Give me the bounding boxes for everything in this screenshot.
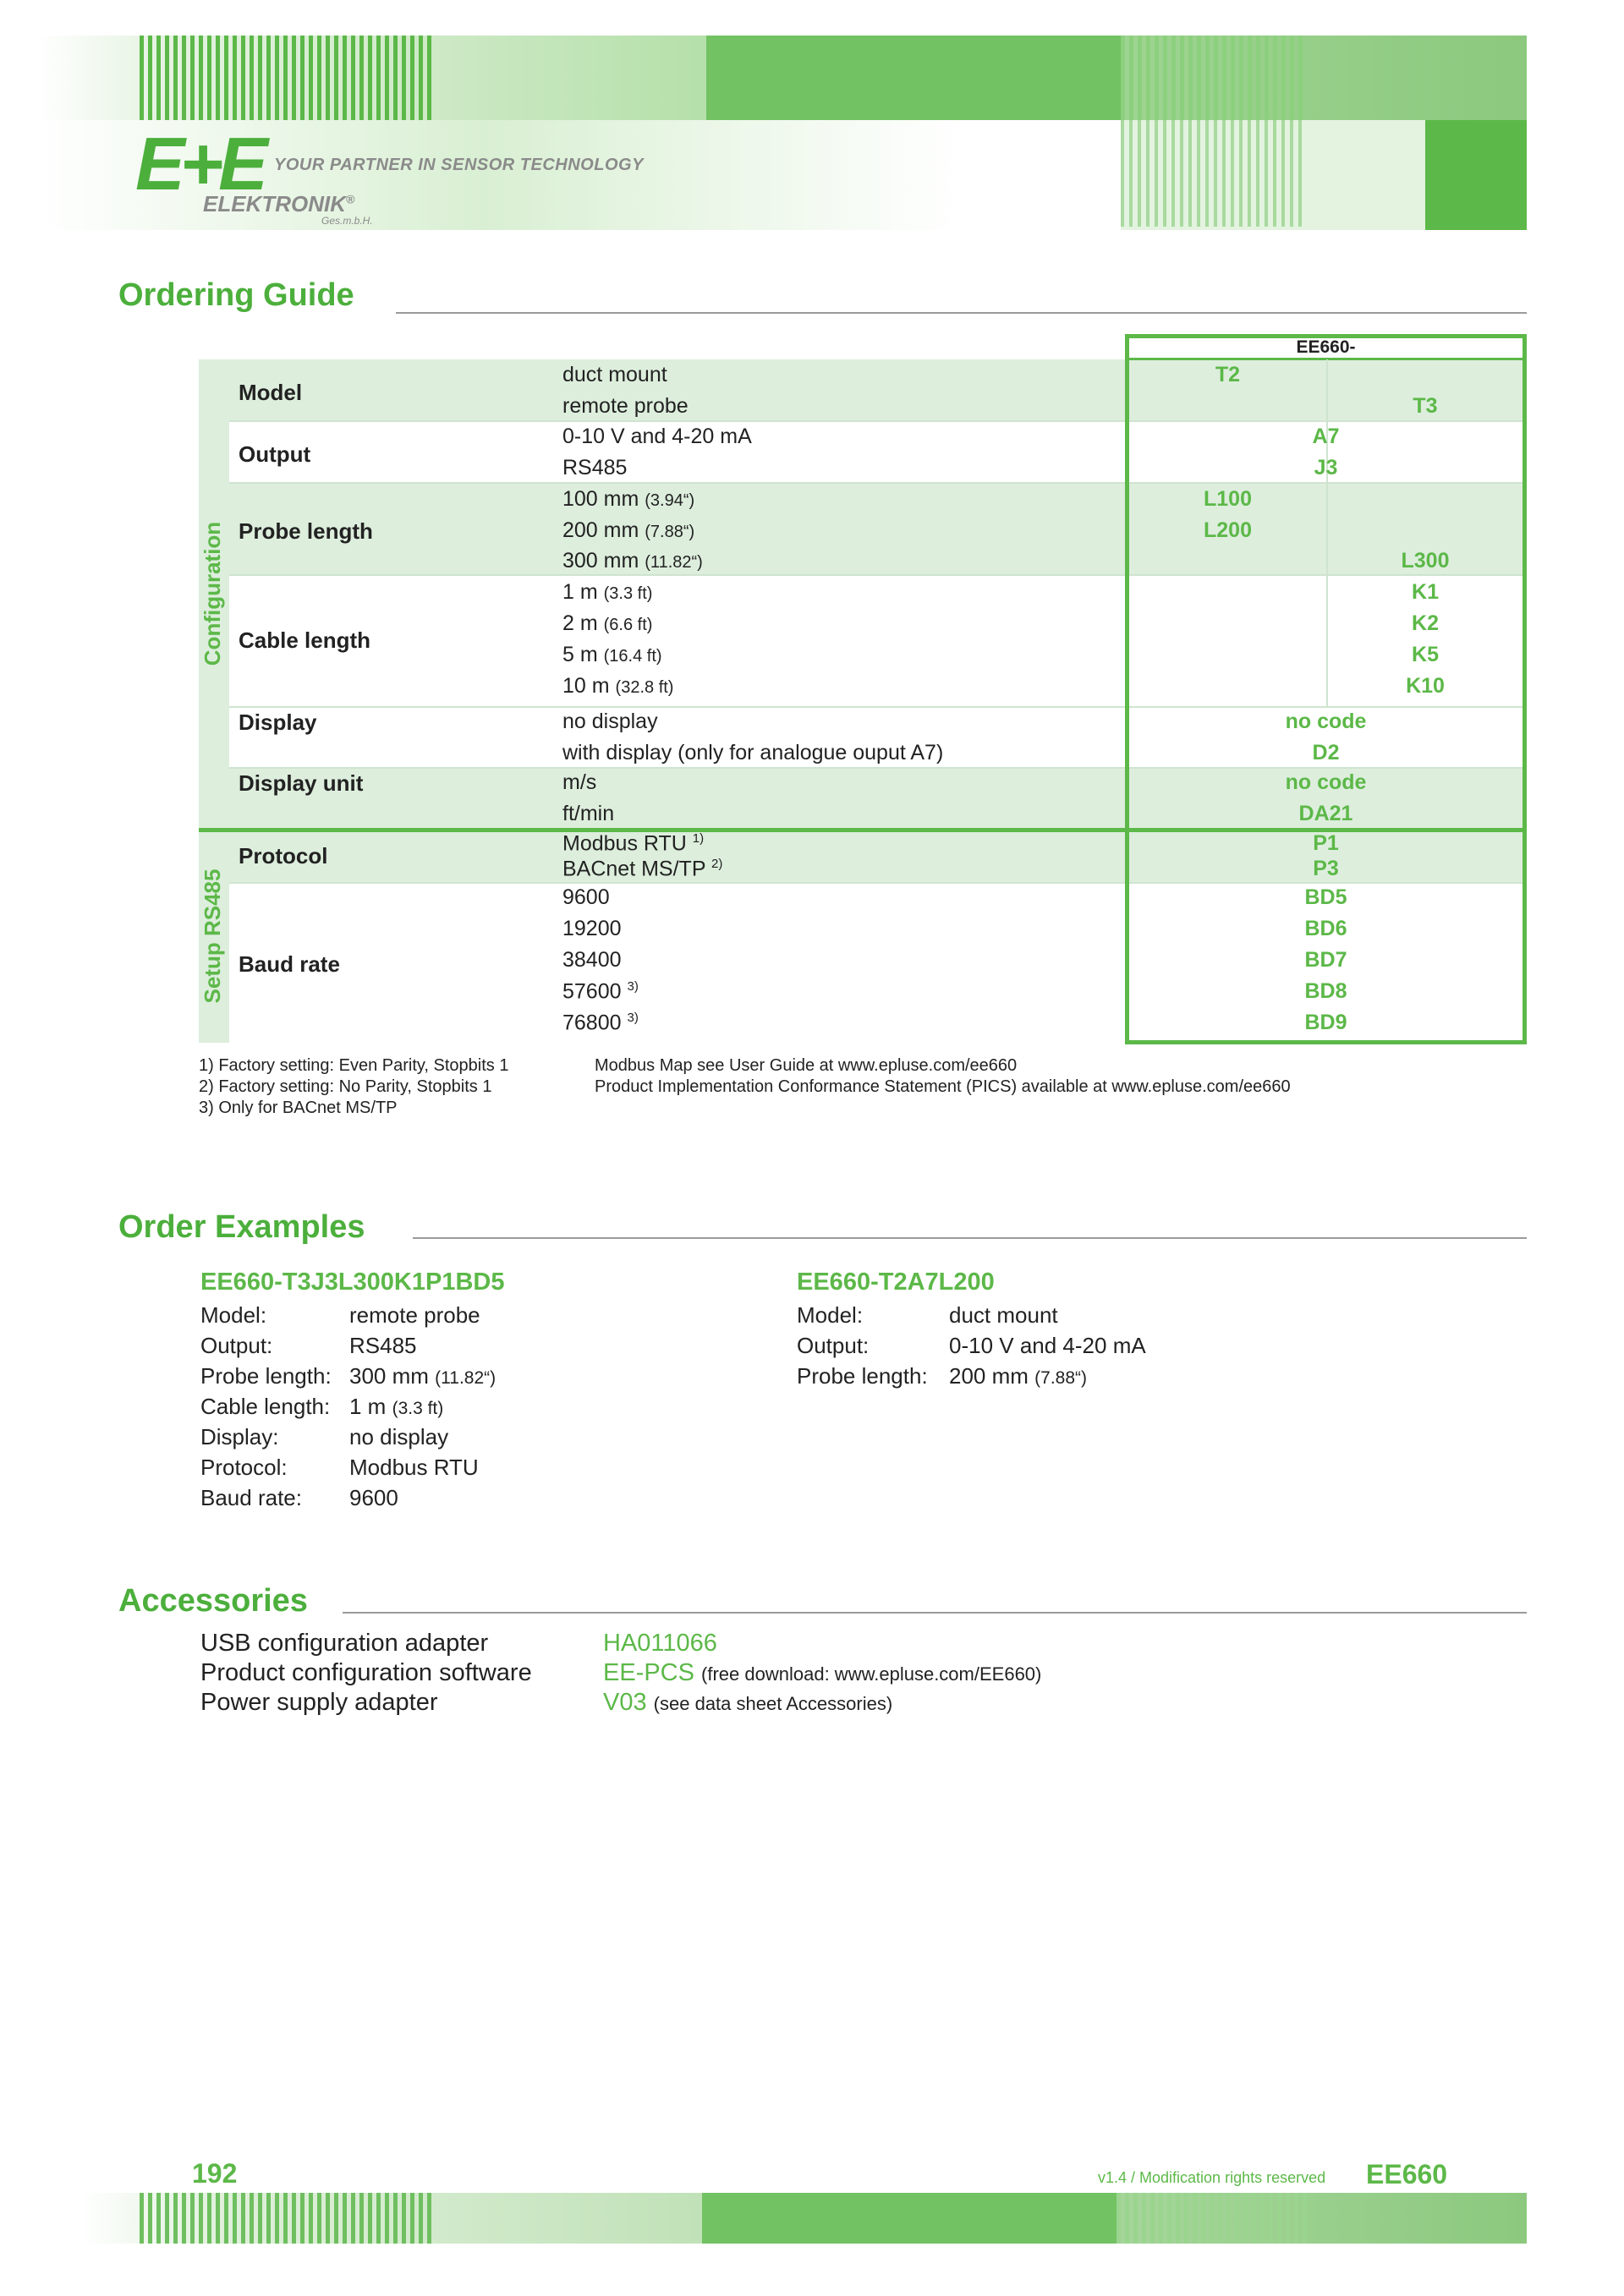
ex2-value: 0-10 V and 4-20 mA xyxy=(949,1333,1146,1358)
banner-stripe xyxy=(1248,120,1251,227)
opt-display-1: with display (only for analogue ouput A7) xyxy=(562,741,944,764)
banner-stripe xyxy=(1155,36,1159,120)
banner-stripe xyxy=(1180,36,1184,120)
code-probe-1: L200 xyxy=(1204,518,1252,542)
ex1-key: Cable length: xyxy=(200,1394,331,1419)
ex2-key: Output: xyxy=(797,1333,870,1358)
ex1-value: RS485 xyxy=(349,1333,417,1358)
opt-probe-0: 100 mm (3.94“) xyxy=(562,487,695,511)
banner-stripe xyxy=(292,36,296,120)
ex1-value: 300 mm (11.82“) xyxy=(349,1363,497,1389)
banner-stripe xyxy=(309,36,313,120)
opt-display-unit-1: ft/min xyxy=(562,802,615,825)
banner-stripe xyxy=(199,36,203,120)
opt-cable-1: 2 m (6.6 ft) xyxy=(562,611,653,635)
banner-stripe xyxy=(283,36,288,120)
ex1-value: Modbus RTU xyxy=(349,1455,479,1480)
banner-stripe xyxy=(419,2193,423,2244)
banner-stripe xyxy=(173,2193,178,2244)
label-cable-length: Cable length xyxy=(239,627,371,653)
banner-stripe xyxy=(165,2193,169,2244)
code-cable-0: K1 xyxy=(1412,580,1439,604)
banner-stripe xyxy=(1231,120,1234,227)
banner-stripe xyxy=(207,2193,211,2244)
banner-stripe xyxy=(258,2193,262,2244)
ex1-value: 9600 xyxy=(349,1485,398,1510)
footnote-2: 2) Factory setting: No Parity, Stopbits 1 xyxy=(199,1077,492,1096)
banner-stripe xyxy=(402,2193,406,2244)
opt-protocol-1: BACnet MS/TP $^{2)}$ xyxy=(562,857,723,881)
opt-display-0: no display xyxy=(562,710,658,733)
banner-stripe xyxy=(207,36,211,120)
accessory-code: EE-PCS (free download: www.epluse.com/EE660) xyxy=(603,1659,1042,1686)
banner-stripe xyxy=(402,36,406,120)
banner-stripe xyxy=(148,36,152,120)
banner-stripe xyxy=(393,36,398,120)
banner-stripe xyxy=(190,2193,195,2244)
section-rule xyxy=(343,1612,1527,1614)
code-probe-2: L300 xyxy=(1401,549,1450,573)
banner-stripe xyxy=(1121,120,1124,227)
code-model-1: T3 xyxy=(1413,394,1438,418)
ex1-value: no display xyxy=(349,1424,449,1449)
banner-stripe xyxy=(1184,2193,1188,2244)
banner-stripe xyxy=(233,36,237,120)
label-baud-rate: Baud rate xyxy=(239,951,340,977)
note-modbus-map: Modbus Map see User Guide at www.epluse.com/ee660 xyxy=(595,1056,1018,1075)
banner-stripe xyxy=(1214,36,1218,120)
label-protocol: Protocol xyxy=(239,843,328,869)
ex1-key: Baud rate: xyxy=(200,1485,302,1510)
accessory-code: V03 (see data sheet Accessories) xyxy=(603,1689,893,1716)
code-baud-1: BD6 xyxy=(1304,917,1347,940)
banner-stripe xyxy=(275,2193,279,2244)
banner-stripe xyxy=(241,2193,245,2244)
banner-stripe xyxy=(1256,36,1260,120)
opt-baud-1: 19200 xyxy=(562,917,622,940)
banner-stripe xyxy=(326,2193,330,2244)
code-output-1: J3 xyxy=(1314,456,1338,479)
version-note: v1.4 / Modification rights reserved xyxy=(1098,2169,1326,2186)
banner-stripe xyxy=(410,2193,414,2244)
banner-stripe xyxy=(1303,2193,1307,2244)
example-1-code: EE660-T3J3L300K1P1BD5 xyxy=(200,1269,505,1296)
banner-stripe xyxy=(376,36,381,120)
code-probe-0: L100 xyxy=(1204,487,1252,511)
banner-stripe xyxy=(182,2193,186,2244)
banner-stripe xyxy=(385,36,389,120)
banner-stripe xyxy=(1222,120,1226,227)
banner-stripe xyxy=(385,2193,389,2244)
opt-baud-3: 57600 $^{3)}$ xyxy=(562,979,639,1004)
code-output-0: A7 xyxy=(1312,425,1340,448)
banner-stripe xyxy=(351,2193,355,2244)
banner-stripe xyxy=(182,36,186,120)
banner-stripe xyxy=(351,36,355,120)
banner-stripe xyxy=(156,36,161,120)
code-model-0: T2 xyxy=(1215,363,1241,386)
ex1-value: remote probe xyxy=(349,1302,480,1328)
banner-stripe xyxy=(1273,120,1276,227)
banner-stripe xyxy=(343,2193,347,2244)
code-display-1: D2 xyxy=(1312,741,1340,764)
banner-stripe xyxy=(1138,120,1141,227)
banner-stripe xyxy=(1281,36,1286,120)
banner-stripe xyxy=(368,2193,372,2244)
banner-stripe xyxy=(258,36,262,120)
product-name: EE660 xyxy=(1366,2159,1448,2189)
banner-stripe xyxy=(224,2193,228,2244)
banner-stripe xyxy=(1298,120,1302,227)
code-protocol-0: P1 xyxy=(1313,831,1339,855)
banner-stripe xyxy=(1252,2193,1256,2244)
order-examples-title: Order Examples xyxy=(118,1209,365,1245)
banner-stripe xyxy=(317,36,321,120)
banner-stripe xyxy=(1180,120,1183,227)
code-baud-3: BD8 xyxy=(1304,979,1347,1003)
ex1-key: Protocol: xyxy=(200,1455,288,1480)
accessory-code: HA011066 xyxy=(603,1630,717,1657)
banner-stripe xyxy=(1197,120,1200,227)
banner-stripe xyxy=(1138,36,1142,120)
code-display-unit-1: DA21 xyxy=(1298,802,1353,825)
banner-stripe xyxy=(216,2193,220,2244)
accessory-name: Product configuration software xyxy=(200,1659,532,1686)
group-setup: Setup RS485 xyxy=(200,869,225,1004)
banner-stripe xyxy=(1290,36,1294,120)
banner-stripe xyxy=(309,2193,313,2244)
banner-stripe xyxy=(1269,2193,1273,2244)
page-number: 192 xyxy=(192,2158,238,2189)
banner-stripe xyxy=(1205,36,1210,120)
opt-model-0: duct mount xyxy=(562,363,667,386)
footer-banner xyxy=(80,2193,1527,2244)
banner-stripe xyxy=(1121,36,1125,120)
banner-stripe xyxy=(1188,36,1193,120)
banner-stripe xyxy=(368,36,372,120)
banner-stripe xyxy=(1193,2193,1197,2244)
banner-stripe xyxy=(1239,36,1243,120)
product-code-header: EE660- xyxy=(1296,337,1356,357)
label-output: Output xyxy=(239,441,311,467)
opt-probe-1: 200 mm (7.88“) xyxy=(562,518,695,542)
banner-stripe xyxy=(359,2193,364,2244)
ordering-table xyxy=(199,334,1527,1044)
banner-stripe xyxy=(1129,36,1133,120)
ex2-key: Model: xyxy=(797,1302,864,1328)
opt-model-1: remote probe xyxy=(562,394,689,418)
banner-stripe xyxy=(427,2193,431,2244)
banner-stripe xyxy=(165,36,169,120)
opt-protocol-0: Modbus RTU $^{1)}$ xyxy=(562,831,705,856)
code-display-0: no code xyxy=(1285,710,1367,733)
label-probe-length: Probe length xyxy=(239,518,373,544)
banner-stripe xyxy=(1226,2193,1231,2244)
group-configuration: Configuration xyxy=(200,521,225,666)
footnote-1: 1) Factory setting: Even Parity, Stopbits 1 xyxy=(199,1056,509,1075)
banner-stripe xyxy=(1188,120,1192,227)
opt-probe-2: 300 mm (11.82“) xyxy=(562,549,703,573)
banner-stripe xyxy=(1286,2193,1290,2244)
banner-stripe xyxy=(376,2193,381,2244)
banner-stripe xyxy=(266,36,271,120)
opt-baud-0: 9600 xyxy=(562,885,610,909)
code-cable-3: K10 xyxy=(1406,674,1445,698)
ex1-key: Probe length: xyxy=(200,1363,332,1389)
ex2-key: Probe length: xyxy=(797,1363,928,1389)
label-display: Display xyxy=(239,710,317,735)
banner-stripe xyxy=(233,2193,237,2244)
code-cable-2: K5 xyxy=(1412,643,1439,666)
banner-stripe xyxy=(241,36,245,120)
banner-stripe xyxy=(1129,120,1133,227)
banner-stripe xyxy=(1146,36,1150,120)
banner-stripe xyxy=(1210,2193,1214,2244)
banner-stripe xyxy=(1171,36,1176,120)
opt-output-0: 0-10 V and 4-20 mA xyxy=(562,425,752,448)
banner-stripe xyxy=(1176,2193,1180,2244)
banner-stripe xyxy=(216,36,220,120)
banner-stripe xyxy=(250,2193,254,2244)
example-2-code: EE660-T2A7L200 xyxy=(797,1269,995,1296)
ex1-value: 1 m (3.3 ft) xyxy=(349,1394,444,1419)
banner-stripe xyxy=(334,2193,338,2244)
code-display-unit-0: no code xyxy=(1285,770,1367,794)
banner-stripe xyxy=(275,36,279,120)
banner-stripe xyxy=(1201,2193,1205,2244)
opt-baud-4: 76800 $^{3)}$ xyxy=(562,1011,639,1035)
banner-stripe xyxy=(1298,36,1303,120)
code-baud-4: BD9 xyxy=(1304,1011,1347,1034)
ordering-guide-title: Ordering Guide xyxy=(118,277,354,313)
note-pics: Product Implementation Conformance Statement (PICS) available at www.epluse.com/ee660 xyxy=(595,1077,1291,1096)
label-model: Model xyxy=(239,380,303,405)
banner-stripe xyxy=(224,36,228,120)
banner-stripe xyxy=(1239,120,1243,227)
code-baud-2: BD7 xyxy=(1304,948,1347,972)
section-rule xyxy=(413,1237,1527,1239)
banner-stripe xyxy=(1294,2193,1298,2244)
banner-stripe xyxy=(190,36,195,120)
banner-stripe xyxy=(300,2193,304,2244)
banner-stripe xyxy=(359,36,364,120)
banner-stripe xyxy=(199,2193,203,2244)
opt-cable-3: 10 m (32.8 ft) xyxy=(562,674,674,698)
banner-stripe xyxy=(1243,2193,1248,2244)
banner-stripe xyxy=(334,36,338,120)
banner-stripe xyxy=(1222,36,1226,120)
accessory-name: Power supply adapter xyxy=(200,1689,438,1716)
ex2-value: 200 mm (7.88“) xyxy=(949,1363,1088,1389)
tagline: YOUR PARTNER IN SENSOR TECHNOLOGY xyxy=(274,156,644,174)
accessory-name: USB configuration adapter xyxy=(200,1630,489,1657)
label-display-unit: Display unit xyxy=(239,770,364,796)
footnote-3: 3) Only for BACnet MS/TP xyxy=(199,1099,398,1117)
banner-stripe xyxy=(1146,120,1149,227)
banner-stripe xyxy=(1133,2193,1138,2244)
banner-stripe xyxy=(283,2193,288,2244)
ex1-key: Display: xyxy=(200,1424,279,1449)
banner-stripe xyxy=(292,2193,296,2244)
banner-stripe xyxy=(1273,36,1277,120)
opt-cable-2: 5 m (16.4 ft) xyxy=(562,643,662,666)
banner-stripe xyxy=(1260,2193,1265,2244)
banner-stripe xyxy=(1265,36,1269,120)
banner-stripe xyxy=(250,36,254,120)
banner-stripe xyxy=(427,36,431,120)
banner-stripe xyxy=(1281,120,1285,227)
banner-stripe xyxy=(1231,36,1235,120)
banner-stripe xyxy=(419,36,423,120)
banner-stripe xyxy=(326,36,330,120)
code-baud-0: BD5 xyxy=(1304,885,1347,909)
banner-stripe xyxy=(140,36,144,120)
banner-stripe xyxy=(1167,2193,1171,2244)
banner-stripe xyxy=(1265,120,1268,227)
opt-baud-2: 38400 xyxy=(562,948,622,972)
banner-stripe xyxy=(1159,2193,1163,2244)
banner-stripe xyxy=(1163,36,1167,120)
banner-stripe xyxy=(148,2193,152,2244)
banner-stripe xyxy=(1163,120,1166,227)
banner-stripe xyxy=(266,2193,271,2244)
banner-stripe xyxy=(173,36,178,120)
ex1-key: Output: xyxy=(200,1333,273,1358)
banner-stripe xyxy=(300,36,304,120)
banner-stripe xyxy=(1125,2193,1129,2244)
opt-cable-0: 1 m (3.3 ft) xyxy=(562,580,653,604)
banner-stripe xyxy=(1218,2193,1222,2244)
legal-form: Ges.m.b.H. xyxy=(321,215,373,227)
banner-stripe xyxy=(1214,120,1217,227)
banner-stripe xyxy=(410,36,414,120)
opt-display-unit-0: m/s xyxy=(562,770,597,794)
code-cable-1: K2 xyxy=(1412,611,1439,635)
banner-stripe xyxy=(1171,120,1175,227)
code-protocol-1: P3 xyxy=(1313,857,1339,880)
banner-stripe xyxy=(1150,2193,1155,2244)
logo-mark: E+E xyxy=(135,122,263,205)
accessories-title: Accessories xyxy=(118,1583,308,1619)
ex2-value: duct mount xyxy=(949,1302,1058,1328)
banner-stripe xyxy=(1142,2193,1146,2244)
banner-stripe xyxy=(317,2193,321,2244)
banner-stripe xyxy=(1248,36,1252,120)
banner-stripe xyxy=(140,2193,144,2244)
company-name: ELEKTRONIK® xyxy=(203,191,355,216)
banner-stripe xyxy=(1205,120,1209,227)
banner-stripe xyxy=(156,2193,161,2244)
banner-stripe xyxy=(393,2193,398,2244)
opt-output-1: RS485 xyxy=(562,456,628,479)
banner-stripe xyxy=(1116,2193,1121,2244)
banner-stripe xyxy=(1155,120,1158,227)
banner-stripe xyxy=(1235,2193,1239,2244)
banner-stripe xyxy=(1256,120,1259,227)
banner-stripe xyxy=(343,36,347,120)
section-rule xyxy=(396,312,1527,314)
banner-stripe xyxy=(1277,2193,1281,2244)
banner-stripe xyxy=(1197,36,1201,120)
banner-stripe xyxy=(1290,120,1293,227)
ex1-key: Model: xyxy=(200,1302,267,1328)
